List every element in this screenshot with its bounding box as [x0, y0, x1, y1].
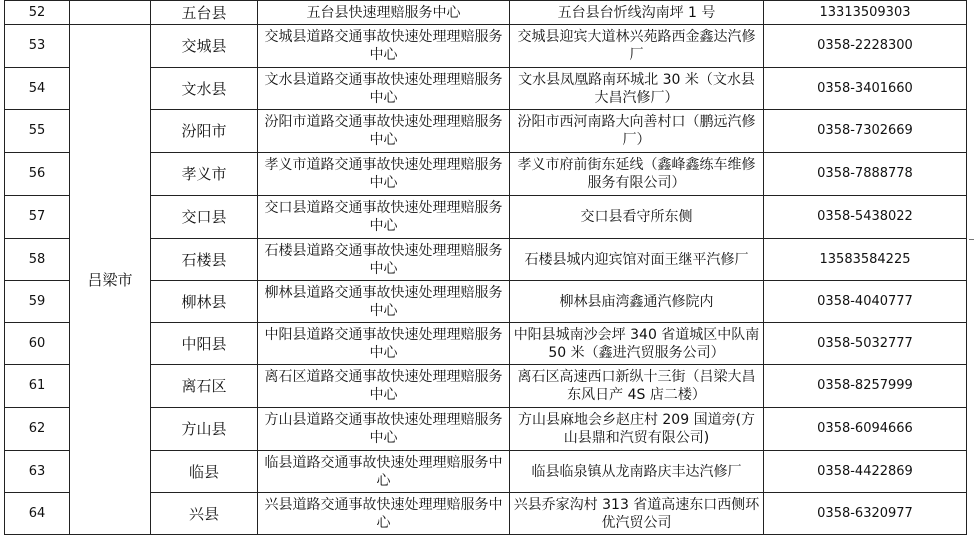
- phone-cell: 0358-7302669: [764, 110, 967, 153]
- address-cell: 离石区高速西口新纵十三街（吕梁大昌东风日产 4S 店二楼）: [510, 365, 764, 408]
- phone-cell: 0358-4422869: [764, 451, 967, 493]
- county-cell: 中阳县: [151, 323, 258, 365]
- county-cell: 柳林县: [151, 281, 258, 323]
- address-cell: 五台县台忻线沟南坪 1 号: [510, 1, 764, 25]
- address-cell: 交口县看守所东侧: [510, 196, 764, 239]
- phone-cell: 0358-6320977: [764, 493, 967, 535]
- phone-cell: 0358-5438022: [764, 196, 967, 239]
- row-number: 63: [5, 451, 70, 493]
- address-cell: 中阳县城南沙会坪 340 省道城区中队南 50 米（鑫进汽贸服务公司）: [510, 323, 764, 365]
- page-edge-mark: [969, 239, 974, 240]
- center-name-cell: 孝义市道路交通事故快速处理理赔服务中心: [258, 153, 510, 196]
- address-cell: 方山县麻地会乡赵庄村 209 国道旁(方山县鼎和汽贸有限公司): [510, 408, 764, 451]
- phone-cell: 0358-3401660: [764, 68, 967, 110]
- phone-cell: 0358-8257999: [764, 365, 967, 408]
- address-cell: 兴县乔家沟村 313 省道高速东口西侧环优汽贸公司: [510, 493, 764, 535]
- phone-cell: 0358-7888778: [764, 153, 967, 196]
- row-number: 54: [5, 68, 70, 110]
- address-cell: 交城县迎宾大道林兴苑路西金鑫达汽修厂: [510, 25, 764, 68]
- row-number: 58: [5, 239, 70, 281]
- address-cell: 石楼县城内迎宾馆对面王继平汽修厂: [510, 239, 764, 281]
- county-cell: 兴县: [151, 493, 258, 535]
- county-cell: 石楼县: [151, 239, 258, 281]
- row-number: 59: [5, 281, 70, 323]
- county-cell: 临县: [151, 451, 258, 493]
- row-number: 52: [5, 1, 70, 25]
- center-name-cell: 离石区道路交通事故快速处理理赔服务中心: [258, 365, 510, 408]
- county-cell: 文水县: [151, 68, 258, 110]
- address-cell: 柳林县庙湾鑫通汽修院内: [510, 281, 764, 323]
- table-row: [5, 1, 967, 25]
- address-cell: 汾阳市西河南路大向善村口（鹏远汽修厂）: [510, 110, 764, 153]
- center-name-cell: 兴县道路交通事故快速处理理赔服务中心: [258, 493, 510, 535]
- address-cell: 孝义市府前街东延线（鑫峰鑫练车维修服务有限公司）: [510, 153, 764, 196]
- county-cell: 汾阳市: [151, 110, 258, 153]
- row-number: 55: [5, 110, 70, 153]
- row-number: 64: [5, 493, 70, 535]
- row-number: 61: [5, 365, 70, 408]
- center-name-cell: 石楼县道路交通事故快速处理理赔服务中心: [258, 239, 510, 281]
- county-cell: 方山县: [151, 408, 258, 451]
- county-cell: 离石区: [151, 365, 258, 408]
- county-cell: 交城县: [151, 25, 258, 68]
- center-name-cell: 临县道路交通事故快速处理理赔服务中心: [258, 451, 510, 493]
- address-cell: 文水县凤凰路南环城北 30 米（文水县大昌汽修厂）: [510, 68, 764, 110]
- center-name-cell: 方山县道路交通事故快速处理理赔服务中心: [258, 408, 510, 451]
- phone-cell: 0358-6094666: [764, 408, 967, 451]
- county-cell: 五台县: [151, 1, 258, 25]
- center-name-cell: 柳林县道路交通事故快速处理理赔服务中心: [258, 281, 510, 323]
- city-cell: 吕梁市: [70, 25, 151, 535]
- center-name-cell: 文水县道路交通事故快速处理理赔服务中心: [258, 68, 510, 110]
- row-number: 62: [5, 408, 70, 451]
- center-name-cell: 交口县道路交通事故快速处理理赔服务中心: [258, 196, 510, 239]
- county-cell: 孝义市: [151, 153, 258, 196]
- phone-cell: 0358-5032777: [764, 323, 967, 365]
- center-name-cell: 汾阳市道路交通事故快速处理理赔服务中心: [258, 110, 510, 153]
- center-name-cell: 五台县快速理赔服务中心: [258, 1, 510, 25]
- city-cell: [70, 1, 151, 25]
- table-row: [5, 25, 967, 68]
- row-number: 60: [5, 323, 70, 365]
- row-number: 56: [5, 153, 70, 196]
- phone-cell: 0358-2228300: [764, 25, 967, 68]
- row-number: 57: [5, 196, 70, 239]
- address-cell: 临县临泉镇从龙南路庆丰达汽修厂: [510, 451, 764, 493]
- phone-cell: 0358-4040777: [764, 281, 967, 323]
- phone-cell: 13583584225: [764, 239, 967, 281]
- service-center-table: [4, 0, 967, 535]
- center-name-cell: 交城县道路交通事故快速处理理赔服务中心: [258, 25, 510, 68]
- center-name-cell: 中阳县道路交通事故快速处理理赔服务中心: [258, 323, 510, 365]
- row-number: 53: [5, 25, 70, 68]
- phone-cell: 13313509303: [764, 1, 967, 25]
- county-cell: 交口县: [151, 196, 258, 239]
